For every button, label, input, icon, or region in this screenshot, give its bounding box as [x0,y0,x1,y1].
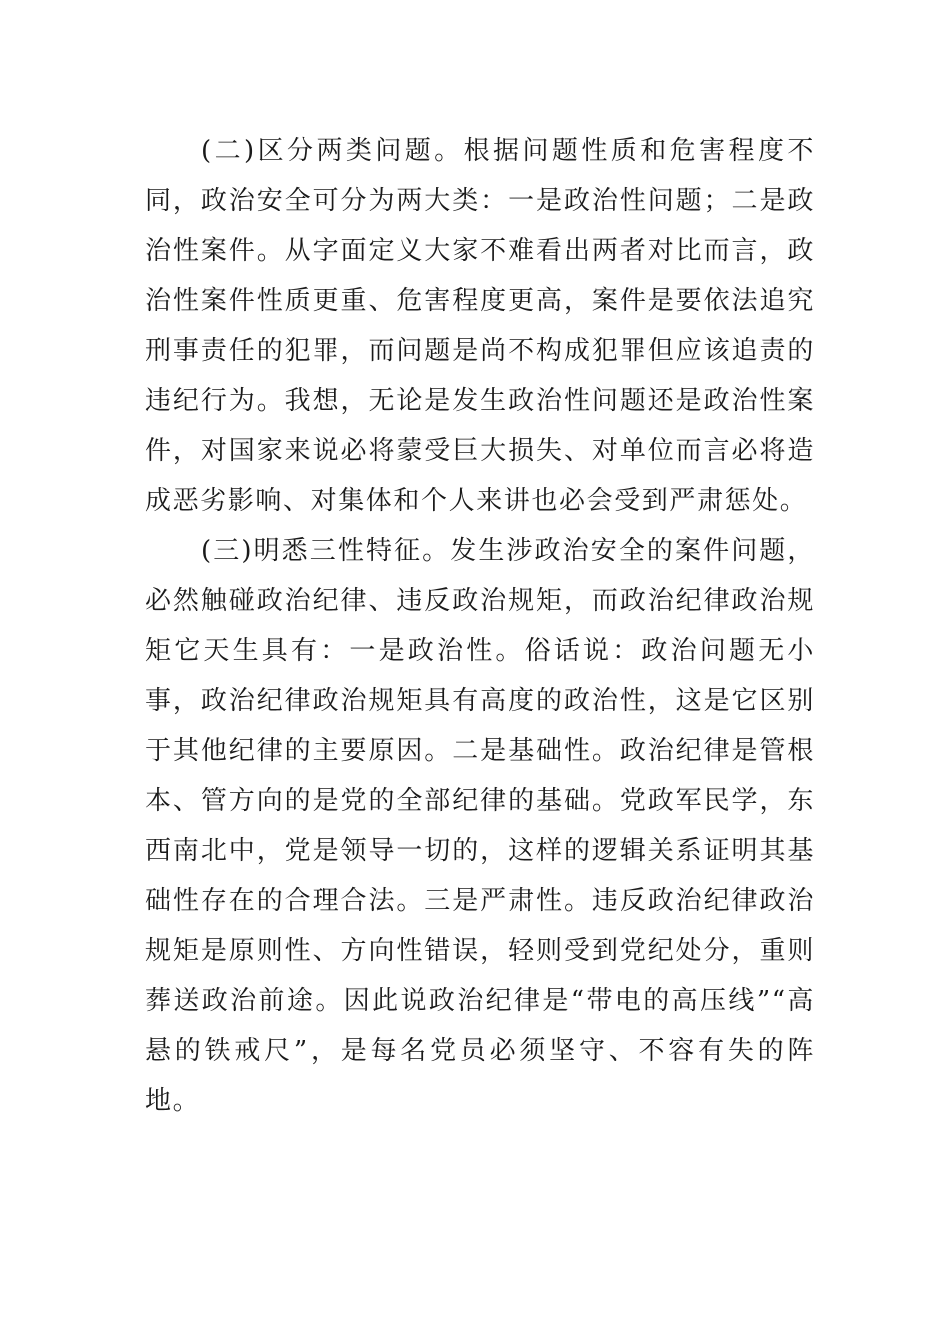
paragraph-three-characteristics: (三)明悉三性特征。发生涉政治安全的案件问题，必然触碰政治纪律、违反政治规矩，而政治纪律政治规矩它天生具有：一是政治性。俗话说：政治问题无小事，政治纪律政治规矩具有高度的政治性，这是它区别于其他纪律的主要原因。二是基础性。政治纪律是管根本、管方向的是党的全部纪律的基础。党政军民学，东西南北中，党是领导一切的，这样的逻辑关系证明其基础性存在的合理合法。三是严肃性。违反政治纪律政治规矩是原则性、方向性错误，轻则受到党纪处分，重则葬送政治前途。因此说政治纪律是“带电的高压线”“高悬的铁戒尺”，是每名党员必须坚守、不容有失的阵地。 [145,536,815,1116]
document-body [145,126,815,1126]
paragraph-distinguish-two-problems: (二)区分两类问题。根据问题性质和危害程度不同，政治安全可分为两大类：一是政治性问题；二是政治性案件。从字面定义大家不难看出两者对比而言，政治性案件性质更重、危害程度更高，案件是要依法追究刑事责任的犯罪，而问题是尚不构成犯罪但应该追责的违纪行为。我想，无论是发生政治性问题还是政治性案件，对国家来说必将蒙受巨大损失、对单位而言必将造成恶劣影响、对集体和个人来讲也必会受到严肃惩处。 [145,136,815,516]
